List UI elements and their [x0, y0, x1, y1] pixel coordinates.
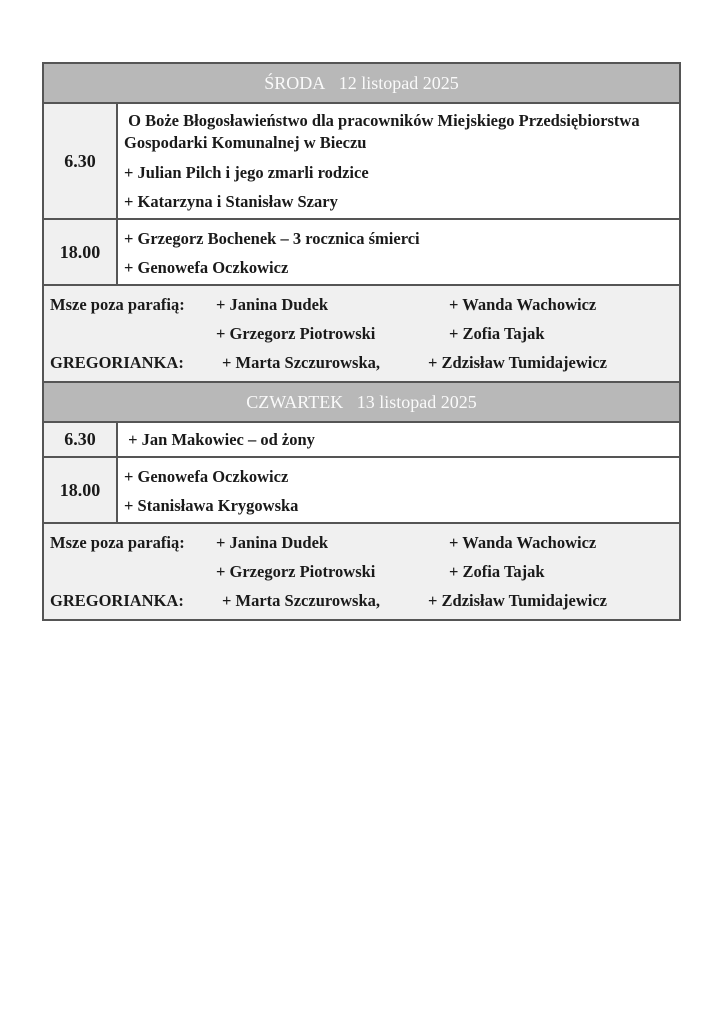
day-header	[44, 64, 679, 104]
day-name: CZWARTEK	[246, 392, 344, 412]
outside-name: + Zofia Tajak	[449, 324, 545, 343]
mass-time: 6.30	[44, 104, 118, 218]
mass-time: 6.30	[44, 423, 118, 456]
mass-row	[44, 458, 679, 524]
intention: + Stanisława Krygowska	[124, 496, 299, 515]
mass-time: 18.00	[44, 220, 118, 284]
outside-name: + Wanda Wachowicz	[449, 295, 597, 314]
gregorian-name: + Zdzisław Tumidajewicz	[428, 353, 608, 372]
outside-parish-masses	[44, 286, 679, 383]
intention: + Julian Pilch i jego zmarli rodzice	[124, 163, 369, 182]
day-name: ŚRODA	[264, 73, 326, 93]
mass-row	[44, 423, 679, 458]
mass-row	[44, 104, 679, 220]
mass-intentions	[118, 458, 679, 522]
outside-name: + Wanda Wachowicz	[449, 533, 597, 552]
day-date: 13 listopad 2025	[356, 392, 477, 412]
mass-intentions	[118, 104, 679, 218]
outside-name: + Janina Dudek	[216, 533, 329, 552]
gregorian-name: + Zdzisław Tumidajewicz	[428, 591, 608, 610]
gregorian-label: GREGORIANKA:	[50, 591, 184, 610]
intention: O Boże Błogosławieństwo dla pracowników Miejskiego Przedsiębiorstwa Gospodarki Komunalnej w Bieczu	[124, 111, 644, 152]
intention: + Grzegorz Bochenek – 3 rocznica śmierci	[124, 229, 420, 248]
intention: + Genowefa Oczkowicz	[124, 258, 289, 277]
gregorian-name: + Marta Szczurowska,	[222, 591, 381, 610]
outside-name: + Zofia Tajak	[449, 562, 545, 581]
gregorian-name: + Marta Szczurowska,	[222, 353, 381, 372]
day-date: 12 listopad 2025	[338, 73, 459, 93]
outside-name: + Janina Dudek	[216, 295, 329, 314]
mass-time: 18.00	[44, 458, 118, 522]
mass-intentions	[118, 423, 679, 456]
mass-schedule-table	[42, 62, 681, 621]
day-header	[44, 383, 679, 423]
intention: + Genowefa Oczkowicz	[124, 467, 289, 486]
mass-intentions	[118, 220, 679, 284]
outside-label: Msze poza parafią:	[50, 295, 185, 314]
mass-row	[44, 220, 679, 286]
outside-label: Msze poza parafią:	[50, 533, 185, 552]
outside-parish-masses	[44, 524, 679, 619]
gregorian-label: GREGORIANKA:	[50, 353, 184, 372]
outside-name: + Grzegorz Piotrowski	[216, 562, 376, 581]
intention: + Jan Makowiec – od żony	[124, 430, 315, 449]
outside-name: + Grzegorz Piotrowski	[216, 324, 376, 343]
intention: + Katarzyna i Stanisław Szary	[124, 192, 338, 211]
